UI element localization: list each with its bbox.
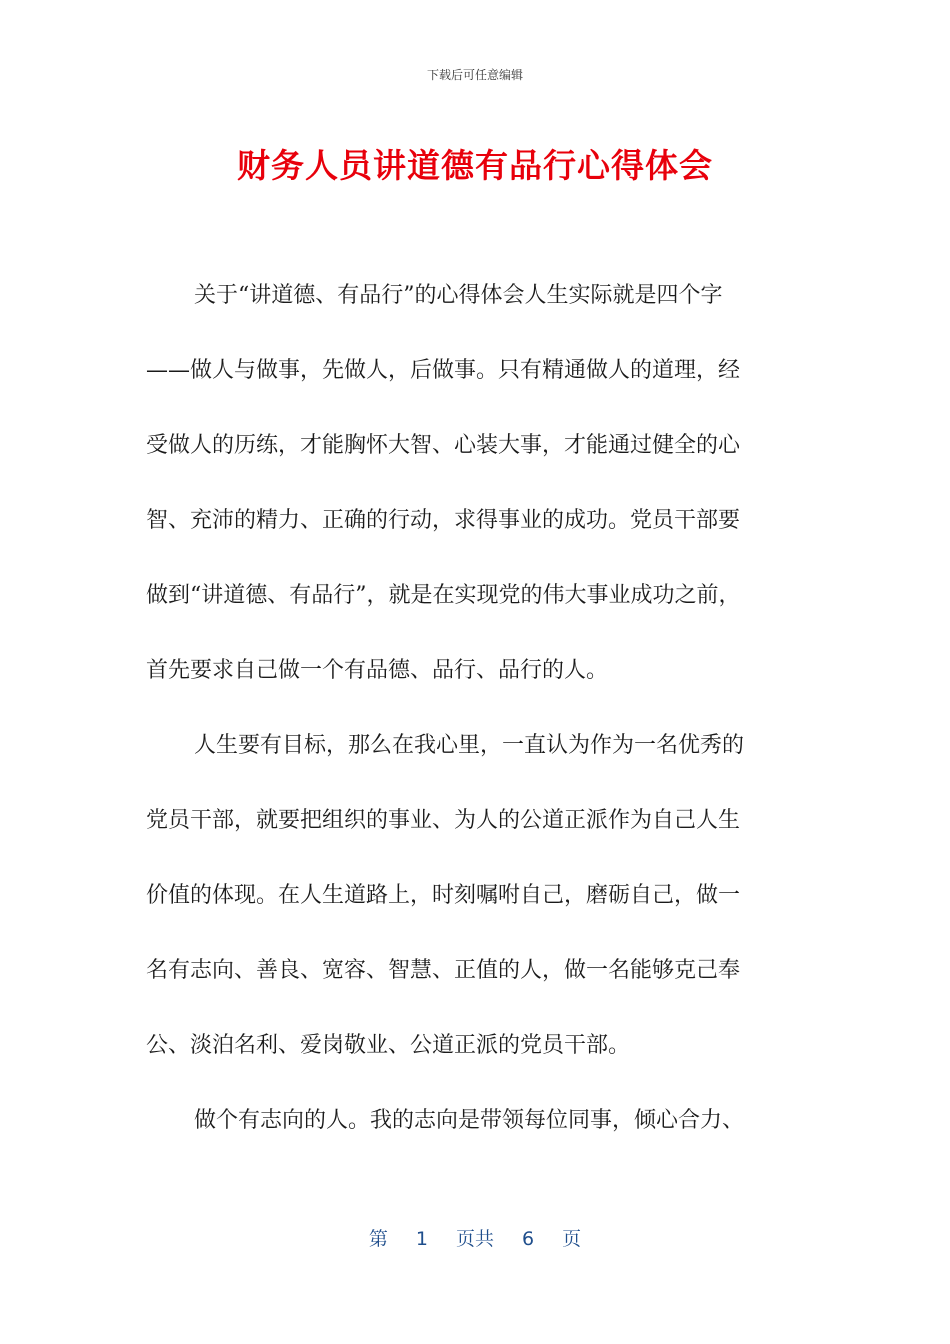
paragraph-line: 公、淡泊名利、爱岗敬业、公道正派的党员干部。 <box>146 1033 631 1058</box>
paragraph-line: 首先要求自己做一个有品德、品行、品行的人。 <box>146 658 609 683</box>
footer-total-pages: 6 <box>522 1228 535 1250</box>
paragraph-line: 受做人的历练，才能胸怀大智、心装大事，才能通过健全的心 <box>146 433 741 458</box>
paragraph-line: 做个有志向的人。我的志向是带领每位同事，倾心合力、 <box>194 1108 745 1133</box>
paragraph-line: 关于“讲道德、有品行”的心得体会人生实际就是四个字 <box>194 283 723 308</box>
paragraph-line: 党员干部，就要把组织的事业、为人的公道正派作为自己人生 <box>146 808 741 833</box>
footer-label-ye: 页 <box>562 1228 582 1250</box>
document-title: 财务人员讲道德有品行心得体会 <box>237 146 713 185</box>
document-body <box>146 258 806 1158</box>
paragraph-line: ——做人与做事，先做人，后做事。只有精通做人的道理，经 <box>146 358 741 383</box>
paragraph-line: 人生要有目标，那么在我心里，一直认为作为一名优秀的 <box>194 733 745 758</box>
footer-label-ye-gong: 页共 <box>455 1228 494 1250</box>
footer-label-di: 第 <box>368 1228 388 1250</box>
paragraph-line: 智、充沛的精力、正确的行动，求得事业的成功。党员干部要 <box>146 508 741 533</box>
paragraph-line: 做到“讲道德、有品行”，就是在实现党的伟大事业成功之前， <box>146 583 741 608</box>
page-footer <box>0 1224 950 1251</box>
footer-current-page: 1 <box>415 1228 428 1250</box>
paragraph-line: 价值的体现。在人生道路上，时刻嘱咐自己，磨砺自己，做一 <box>146 883 741 908</box>
header-note: 下载后可任意编辑 <box>426 68 523 82</box>
paragraph-line: 名有志向、善良、宽容、智慧、正值的人，做一名能够克己奉 <box>146 958 741 983</box>
